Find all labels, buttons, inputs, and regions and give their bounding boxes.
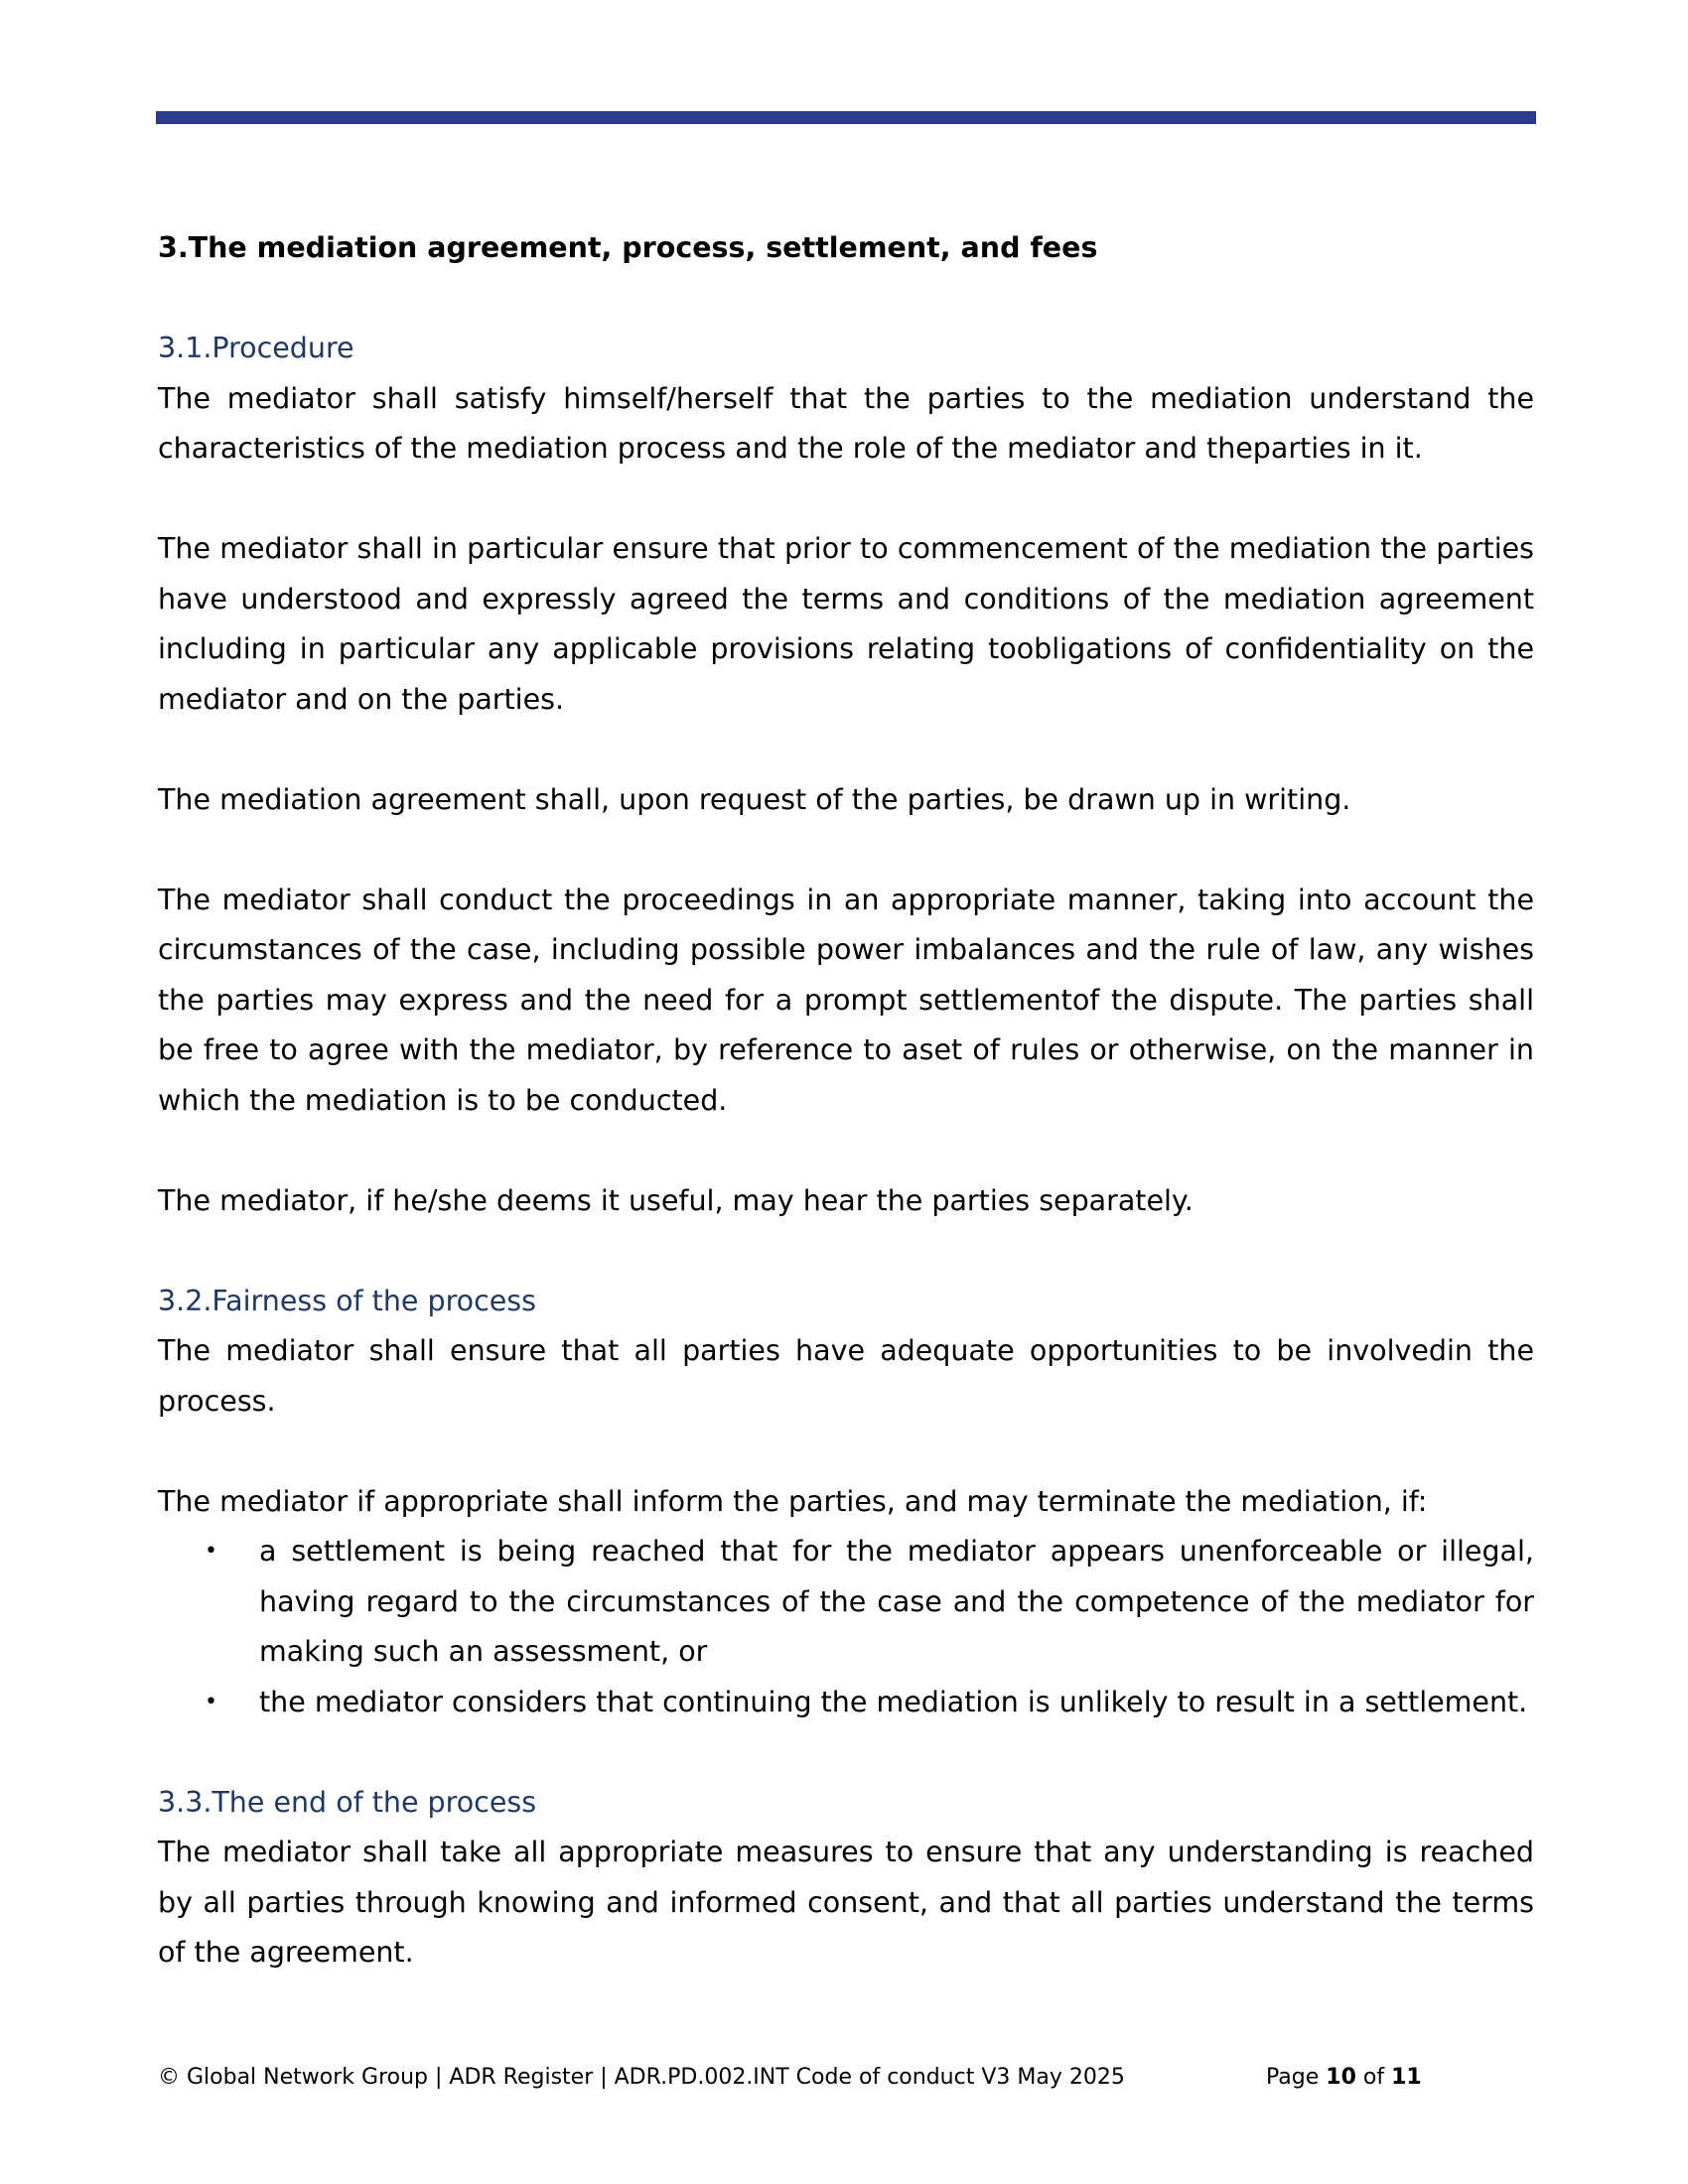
paragraph: The mediator if appropriate shall inform the parties, and may terminate the mediation, if: [158,1484,1428,1518]
footer-copyright: © Global Network Group | ADR Register | ADR.PD.002.INT Code of conduct V3 May 2025 [158,2065,1125,2090]
paragraph: The mediator shall in particular ensure that prior to commencement of the mediation the parties have understood and expressly agreed the terms and conditions of the mediation agreement including in particular any applicable provisions relating toobligations of confidentiality on the mediator and on the parties. [158,532,1534,716]
list-item [158,1527,1534,1678]
page-total: 11 [1391,2065,1422,2090]
header-rule [156,111,1536,124]
bullet-icon: • [205,1689,217,1714]
list-item [158,1678,1534,1728]
paragraph: The mediator shall conduct the proceedings in an appropriate manner, taking into account the circumstances of the case, including possible power imbalances and the rule of law, any wishes the parties may express and the need for a prompt settlementof the dispute. The parties shall be free to agree with the mediator, by reference to aset of rules or otherwise, on the manner in which the mediation is to be conducted. [158,883,1534,1117]
bullet-icon: • [205,1539,217,1564]
list-item-text: the mediator considers that continuing the mediation is unlikely to result in a settlement. [259,1685,1528,1718]
page-label: Page [1266,2065,1320,2090]
termination-conditions-list [158,1527,1534,1727]
paragraph: The mediator shall take all appropriate measures to ensure that any understanding is reached by all parties through knowing and informed consent, and that all parties understand the terms of the agreement. [158,1836,1534,1969]
paragraph: The mediator, if he/she deems it useful, may hear the parties separately. [158,1183,1194,1217]
paragraph: The mediation agreement shall, upon request of the parties, be drawn up in writing. [158,782,1351,816]
subheading-fairness: 3.2.Fairness of the process [158,1284,536,1317]
page-current: 10 [1326,2065,1356,2090]
page-number [1266,2063,1422,2093]
list-item-text: a settlement is being reached that for the mediator appears unenforceable or illegal, having regard to the circumstances of the case and the competence of the mediator for making such an assessment, or [259,1535,1534,1668]
subheading-procedure: 3.1.Procedure [158,332,354,364]
subheading-end-of-process: 3.3.The end of the process [158,1785,537,1819]
paragraph: The mediator shall satisfy himself/herself that the parties to the mediation understand the characteristics of the mediation process and the role of the mediator and theparties in it. [158,381,1534,465]
page-of: of [1362,2065,1385,2090]
paragraph: The mediator shall ensure that all parties have adequate opportunities to be involvedin the process. [158,1334,1534,1418]
section-title: 3.The mediation agreement, process, settlement, and fees [158,231,1098,264]
document-body [158,223,1534,1979]
